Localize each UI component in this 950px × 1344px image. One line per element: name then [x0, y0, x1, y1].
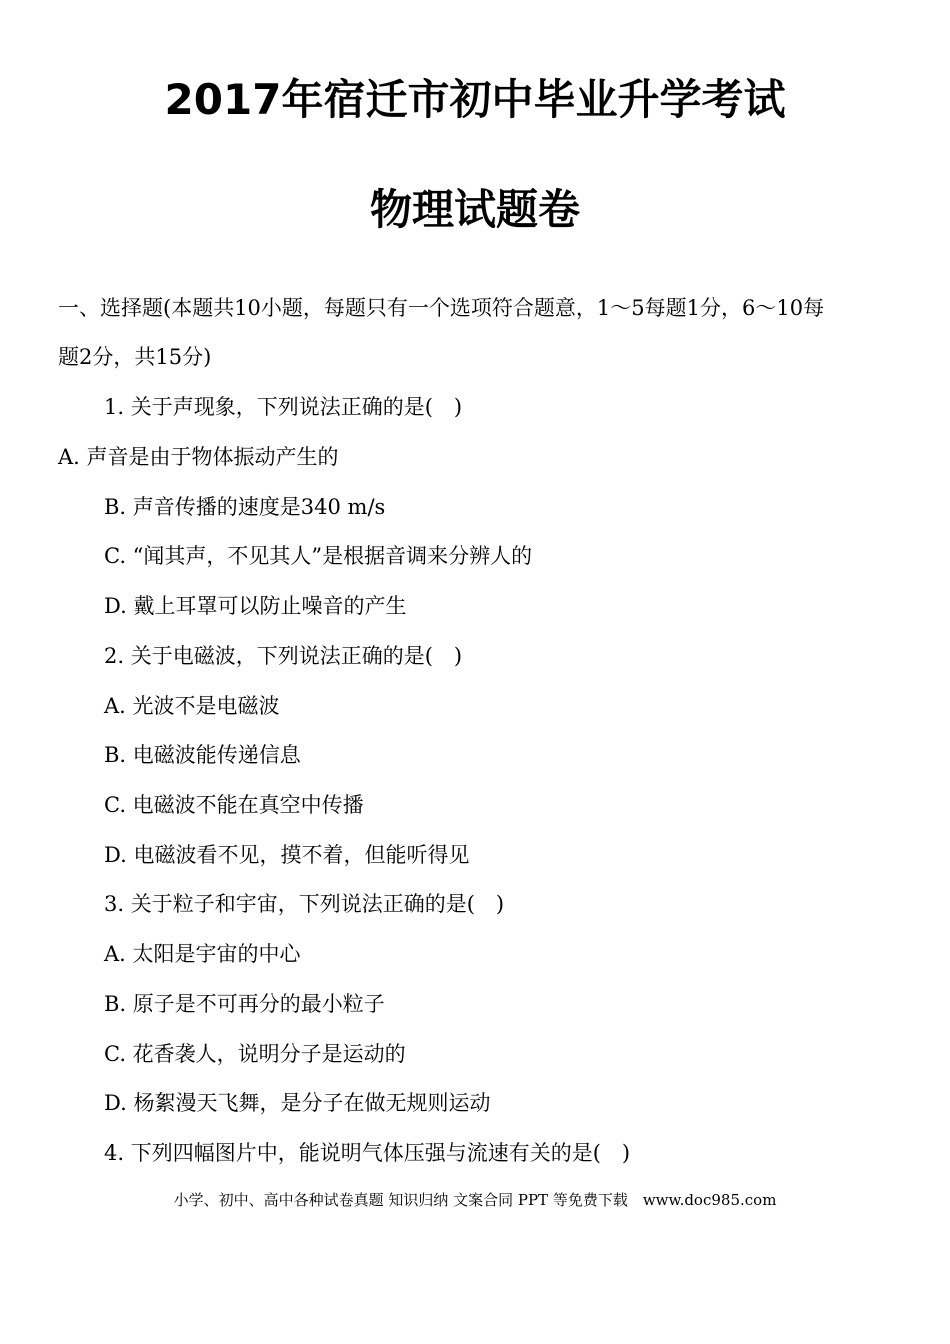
question-1-stem: 1. 关于声现象，下列说法正确的是( )	[104, 395, 463, 419]
question-2-stem: 2. 关于电磁波，下列说法正确的是( )	[104, 644, 463, 668]
footer-note: 小学、初中、高中各种试卷真题 知识归纳 文案合同 PPT 等免费下载 www.doc985.com	[173, 1191, 777, 1209]
question-3-option-b: B. 原子是不可再分的最小粒子	[104, 992, 385, 1016]
exam-title: 2017年宿迁市初中毕业升学考试	[164, 75, 786, 124]
exam-subtitle: 物理试题卷	[369, 185, 580, 234]
question-2-option-b: B. 电磁波能传递信息	[104, 743, 301, 767]
question-3-option-d: D. 杨絮漫天飞舞，是分子在做无规则运动	[104, 1091, 491, 1115]
question-2-option-d: D. 电磁波看不见，摸不着，但能听得见	[104, 843, 470, 867]
section-instruction-line1: 一、选择题(本题共10小题，每题只有一个选项符合题意，1～5每题1分，6～10每	[58, 296, 825, 320]
question-1-option-b: B. 声音传播的速度是340 m/s	[104, 495, 386, 519]
question-1-option-c: C. “闻其声，不见其人”是根据音调来分辨人的	[104, 544, 533, 568]
question-1-option-d: D. 戴上耳罩可以防止噪音的产生	[104, 594, 407, 618]
question-2-option-a: A. 光波不是电磁波	[104, 694, 280, 718]
question-3-stem: 3. 关于粒子和宇宙，下列说法正确的是( )	[104, 892, 505, 916]
question-1-option-a: A. 声音是由于物体振动产生的	[58, 445, 339, 469]
question-3-option-c: C. 花香袭人，说明分子是运动的	[104, 1042, 406, 1066]
section-instruction-line2: 题2分，共15分)	[58, 345, 212, 369]
question-3-option-a: A. 太阳是宇宙的中心	[104, 942, 301, 966]
question-4-stem: 4. 下列四幅图片中，能说明气体压强与流速有关的是( )	[104, 1141, 631, 1165]
question-2-option-c: C. 电磁波不能在真空中传播	[104, 793, 364, 817]
